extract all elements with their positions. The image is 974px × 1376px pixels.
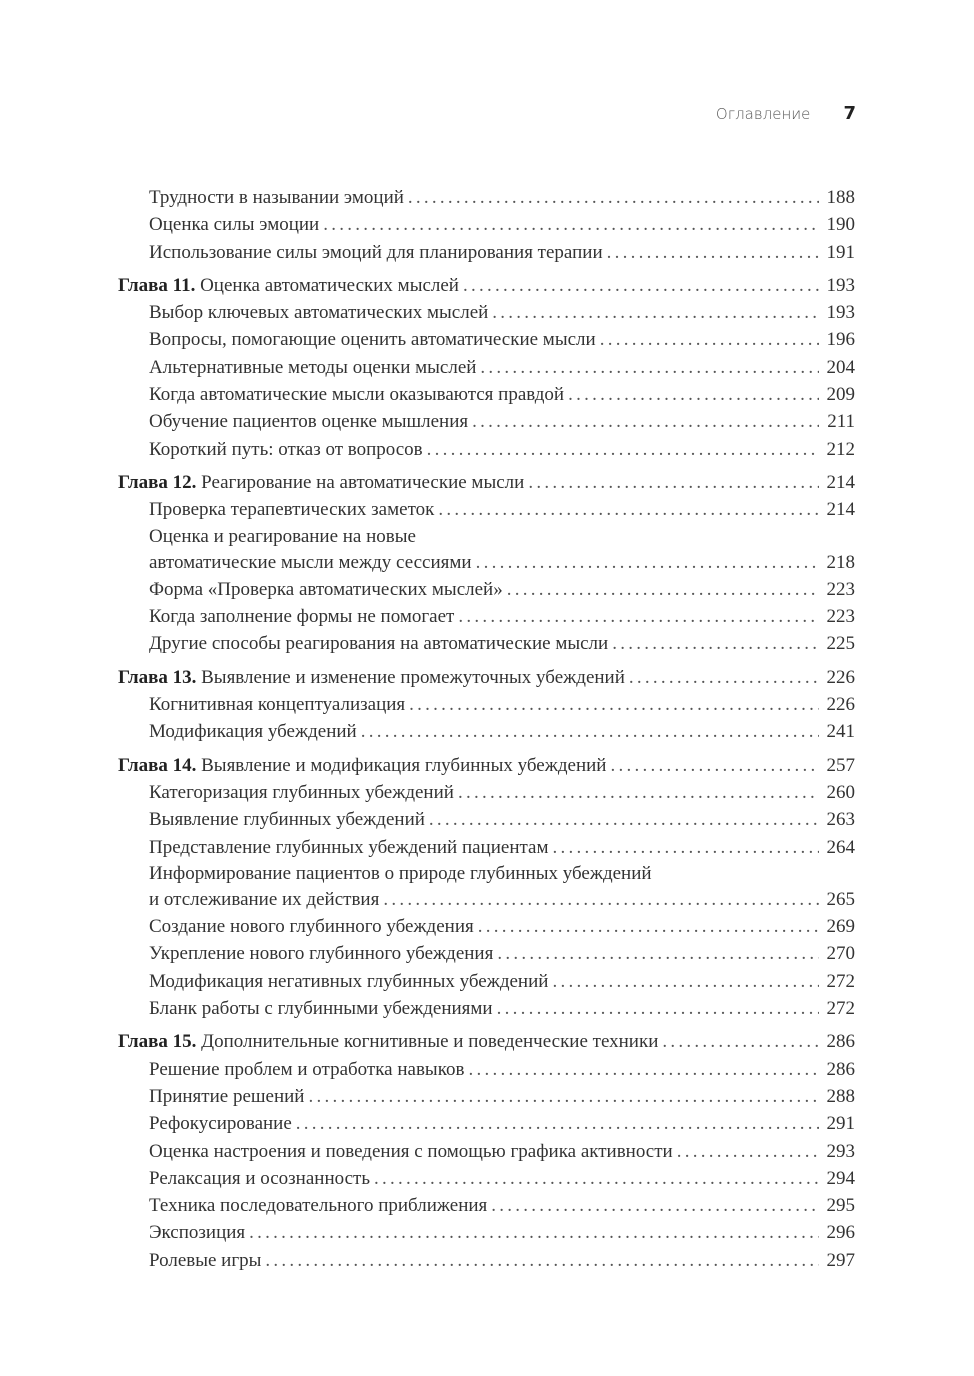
toc-entry[interactable]: Экспозиция . . . 296 <box>118 1219 855 1246</box>
leader-dots <box>491 1192 819 1219</box>
leader-dots <box>568 381 819 408</box>
toc-chapter-12[interactable]: Глава 12. Реагирование на автоматические мысли . . . 214 <box>118 469 855 496</box>
toc-entry[interactable]: Релаксация и осознанность . . . 294 <box>118 1165 855 1192</box>
toc-entry[interactable]: Бланк работы с глубинными убеждениями . . . 272 <box>118 995 855 1022</box>
toc-entry[interactable]: Категоризация глубинных убеждений . . . 260 <box>118 779 855 806</box>
leader-dots <box>552 834 819 861</box>
leader-dots <box>677 1138 819 1165</box>
toc-entry[interactable]: Обучение пациентов оценке мышления . . . 211 <box>118 408 855 435</box>
toc-entry[interactable]: автоматические мысли между сессиями . . . 218 <box>118 549 855 576</box>
toc-entry[interactable]: Техника последовательного приближения . . . 295 <box>118 1192 855 1219</box>
toc-entry[interactable]: Другие способы реагирования на автоматические мысли . . . 225 <box>118 630 855 657</box>
toc-entry[interactable]: Вопросы, помогающие оценить автоматические мысли . . . 196 <box>118 326 855 353</box>
leader-dots <box>497 995 819 1022</box>
leader-dots <box>476 549 819 576</box>
leader-dots <box>323 211 819 238</box>
toc-chapter-11[interactable]: Глава 11. Оценка автоматических мыслей . . . 193 <box>118 272 855 299</box>
leader-dots <box>249 1219 819 1246</box>
toc-entry[interactable]: Проверка терапевтических заметок . . . 214 <box>118 496 855 523</box>
leader-dots <box>458 779 819 806</box>
toc-chapter-13[interactable]: Глава 13. Выявление и изменение промежуточных убеждений . . . 226 <box>118 664 855 691</box>
toc-entry[interactable]: Оценка силы эмоции . . . 190 <box>118 211 855 238</box>
table-of-contents <box>118 184 855 1274</box>
leader-dots <box>492 299 819 326</box>
leader-dots <box>507 576 819 603</box>
toc-entry[interactable]: Модификация убеждений . . . 241 <box>118 718 855 745</box>
leader-dots <box>458 603 819 630</box>
toc-entry[interactable]: Решение проблем и отработка навыков . . . 286 <box>118 1056 855 1083</box>
leader-dots <box>374 1165 819 1192</box>
toc-entry-line1[interactable]: Информирование пациентов о природе глубинных убеждений <box>149 862 652 884</box>
leader-dots <box>408 184 819 211</box>
toc-entry[interactable]: Выбор ключевых автоматических мыслей . . . 193 <box>118 299 855 326</box>
leader-dots <box>552 968 819 995</box>
leader-dots <box>409 691 819 718</box>
toc-entry[interactable]: Оценка настроения и поведения с помощью графика активности . . . 293 <box>118 1138 855 1165</box>
leader-dots <box>468 1056 819 1083</box>
page-number: 7 <box>843 103 856 124</box>
leader-dots <box>662 1028 819 1055</box>
leader-dots <box>612 630 819 657</box>
toc-chapter-14[interactable]: Глава 14. Выявление и модификация глубинных убеждений . . . 257 <box>118 752 855 779</box>
toc-entry[interactable]: и отслеживание их действия . . . 265 <box>118 886 855 913</box>
toc-entry[interactable]: Когда заполнение формы не помогает . . . 223 <box>118 603 855 630</box>
toc-entry[interactable]: Представление глубинных убеждений пациентам . . . 264 <box>118 834 855 861</box>
toc-entry[interactable]: Короткий путь: отказ от вопросов . . . 212 <box>118 436 855 463</box>
leader-dots <box>429 806 819 833</box>
toc-entry[interactable]: Модификация негативных глубинных убеждений . . . 272 <box>118 968 855 995</box>
toc-chapter-15[interactable]: Глава 15. Дополнительные когнитивные и поведенческие техники . . . 286 <box>118 1028 855 1055</box>
leader-dots <box>607 239 819 266</box>
leader-dots <box>478 913 819 940</box>
leader-dots <box>383 886 819 913</box>
toc-entry[interactable]: Когнитивная концептуализация . . . 226 <box>118 691 855 718</box>
toc-entry[interactable]: Альтернативные методы оценки мыслей . . . 204 <box>118 354 855 381</box>
toc-entry[interactable]: Когда автоматические мысли оказываются правдой . . . 209 <box>118 381 855 408</box>
toc-entry[interactable]: Выявление глубинных убеждений . . . 263 <box>118 806 855 833</box>
leader-dots <box>427 436 819 463</box>
toc-entry[interactable]: Ролевые игры . . . 297 <box>118 1247 855 1274</box>
leader-dots <box>472 408 819 435</box>
toc-entry[interactable]: Создание нового глубинного убеждения . . . 269 <box>118 913 855 940</box>
leader-dots <box>629 664 819 691</box>
leader-dots <box>265 1247 819 1274</box>
leader-dots <box>600 326 819 353</box>
toc-entry[interactable]: Использование силы эмоций для планирования терапии . . . 191 <box>118 239 855 266</box>
running-head <box>0 103 856 124</box>
leader-dots <box>438 496 819 523</box>
toc-entry[interactable]: Укрепление нового глубинного убеждения . . . 270 <box>118 940 855 967</box>
leader-dots <box>528 469 819 496</box>
toc-entry[interactable]: Трудности в назывании эмоций . . . 188 <box>118 184 855 211</box>
leader-dots <box>361 718 819 745</box>
leader-dots <box>497 940 819 967</box>
leader-dots <box>610 752 819 779</box>
toc-entry[interactable]: Принятие решений . . . 288 <box>118 1083 855 1110</box>
running-head-title: Оглавление <box>715 104 811 123</box>
toc-entry-line1[interactable]: Оценка и реагирование на новые <box>149 525 416 547</box>
leader-dots <box>296 1110 819 1137</box>
toc-entry[interactable]: Форма «Проверка автоматических мыслей» . . . 223 <box>118 576 855 603</box>
leader-dots <box>480 354 819 381</box>
leader-dots <box>308 1083 819 1110</box>
leader-dots <box>463 272 819 299</box>
toc-entry[interactable]: Рефокусирование . . . 291 <box>118 1110 855 1137</box>
